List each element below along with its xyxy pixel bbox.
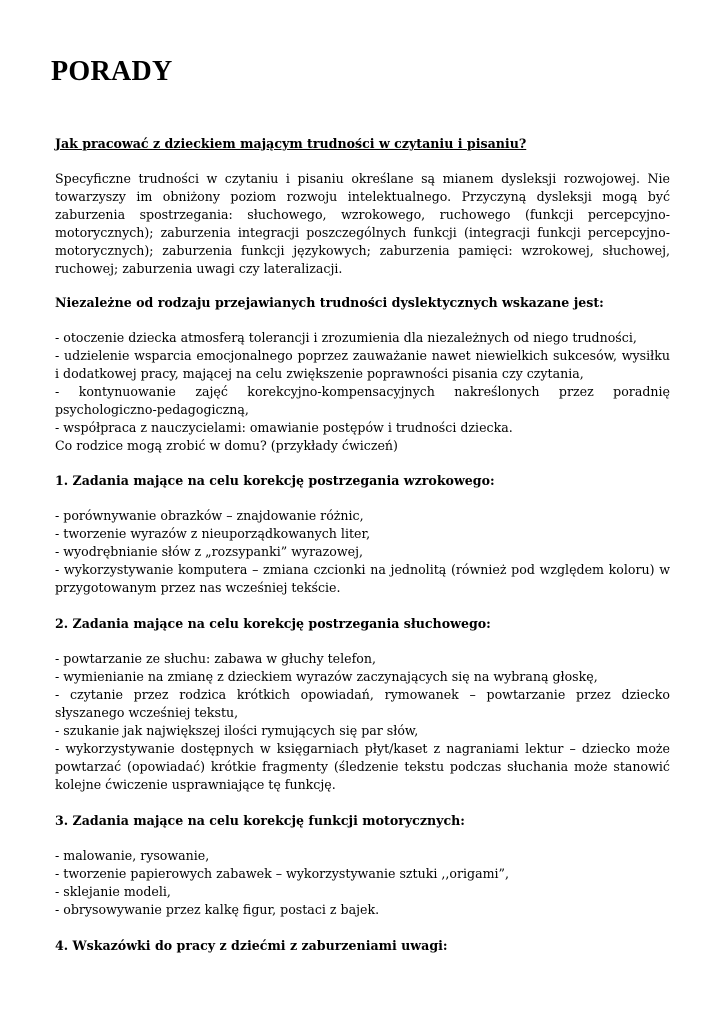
section-heading: 1. Zadania mające na celu korekcję postrzegania wzrokowego: [55, 473, 495, 488]
list-item: - powtarzanie ze słuchu: zabawa w głuchy telefon, [55, 651, 376, 666]
list-item: - kontynuowanie zajęć korekcyjno-kompensacyjnych nakreślonych przez poradnię psychologiczno-pedagogiczną, [55, 384, 670, 417]
section-list-motor [55, 847, 670, 919]
article-body [55, 135, 670, 972]
list-item: - współpraca z nauczycielami: omawianie postępów i trudności dziecka. [55, 420, 513, 435]
list-item: - wymienianie na zmianę z dzieckiem wyrazów zaczynających się na wybraną głoskę, [55, 669, 598, 684]
list-item: - wykorzystywanie dostępnych w księgarniach płyt/kaset z nagraniami lektur – dziecko może powtarzać (opowiadać) krótkie fragmenty (śledzenie tekstu podczas słuchania może stanowić kolejne ćwiczenie usprawniające tę funkcję. [55, 741, 670, 792]
section-heading: 3. Zadania mające na celu korekcję funkcji motorycznych: [55, 813, 465, 828]
section-heading: 2. Zadania mające na celu korekcję postrzegania słuchowego: [55, 616, 491, 631]
section-list-auditory [55, 650, 670, 794]
list-item: - czytanie przez rodzica krótkich opowiadań, rymowanek – powtarzanie przez dziecko słyszanego wcześniej tekstu, [55, 687, 670, 720]
list-item: - wyodrębnianie słów z „rozsypanki” wyrazowej, [55, 544, 364, 559]
intro-paragraph: Specyficzne trudności w czytaniu i pisaniu określane są mianem dysleksji rozwojowej. Nie towarzyszy im obniżony poziom rozwoju intelektualnego. Przyczyną dysleksji mogą być zaburzenia spostrzegania: słuchowego, wzrokowego, ruchowego (funkcji percepcyjno-motorycznych); zaburzenia integracji poszczególnych funkcji (integracji funkcji percepcyjno-motorycznych); zaburzenia funkcji językowych; zaburzenia pamięci: wzrokowej, słuchowej, ruchowej; zaburzenia uwagi czy lateralizacji. [55, 171, 670, 276]
general-list [55, 329, 670, 437]
list-item: - wykorzystywanie komputera – zmiana czcionki na jednolitą (również pod względem koloru) w przygotowanym przez nas wcześniej tekście. [55, 562, 670, 595]
list-item: - malowanie, rysowanie, [55, 848, 210, 863]
article-question: Jak pracować z dzieckiem mającym trudności w czytaniu i pisaniu? [55, 136, 527, 151]
list-item: - obrysowywanie przez kalkę figur, postaci z bajek. [55, 902, 380, 917]
list-item: - udzielenie wsparcia emocjonalnego poprzez zauważanie nawet niewielkich sukcesów, wysiłku i dodatkowej pracy, mającej na celu zwiększenie poprawności pisania czy czytania, [55, 348, 670, 381]
followup-line: Co rodzice mogą zrobić w domu? (przykłady ćwiczeń) [55, 438, 398, 453]
general-heading: Niezależne od rodzaju przejawianych trudności dyslektycznych wskazane jest: [55, 295, 604, 310]
page-title: PORADY [51, 56, 173, 87]
list-item: - porównywanie obrazków – znajdowanie różnic, [55, 508, 364, 523]
section-heading: 4. Wskazówki do pracy z dziećmi z zaburzeniami uwagi: [55, 938, 448, 953]
list-item: - tworzenie wyrazów z nieuporządkowanych liter, [55, 526, 371, 541]
list-item: - otoczenie dziecka atmosferą tolerancji i zrozumienia dla niezależnych od niego trudności, [55, 330, 637, 345]
list-item: - szukanie jak największej ilości rymujących się par słów, [55, 723, 419, 738]
section-list-visual [55, 507, 670, 597]
list-item: - sklejanie modeli, [55, 884, 171, 899]
list-item: - tworzenie papierowych zabawek – wykorzystywanie sztuki ,,origami”, [55, 866, 509, 881]
